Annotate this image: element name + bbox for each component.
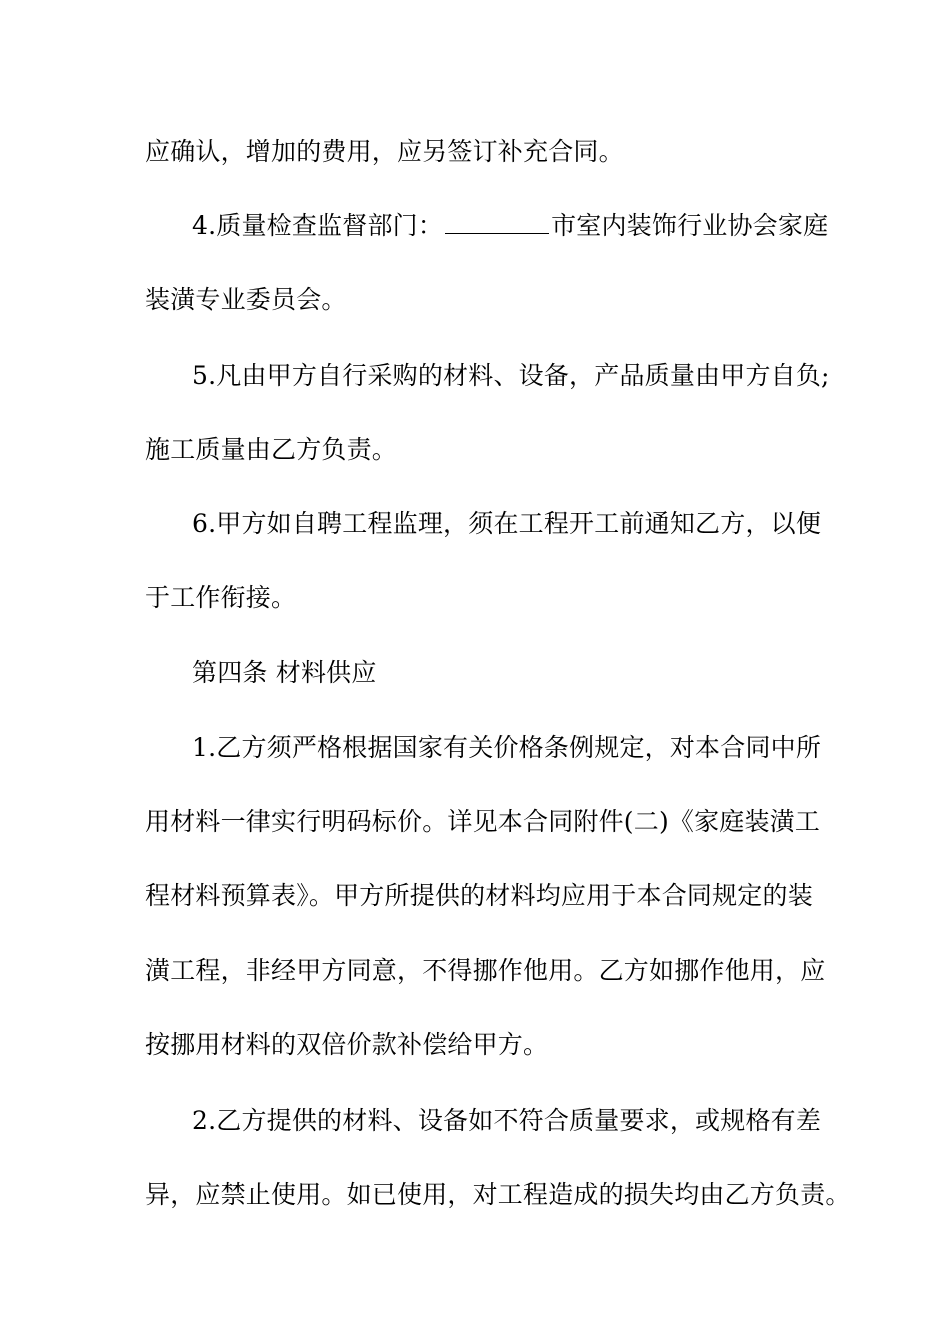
text-line: 异，应禁止使用。如已使用，对工程造成的损失均由乙方负责。: [145, 1180, 851, 1209]
fill-in-blank: [445, 213, 549, 234]
text-line: [192, 211, 828, 241]
text-line: 应确认，增加的费用，应另签订补充合同。: [145, 137, 624, 166]
text-line: 于工作衔接。: [145, 583, 297, 612]
text-line: 6.甲方如自聘工程监理，须在工程开工前通知乙方，以便: [192, 509, 822, 538]
text-line: 用材料一律实行明码标价。详见本合同附件(二)《家庭装潢工: [145, 807, 821, 836]
text-line: 程材料预算表》。甲方所提供的材料均应用于本合同规定的装: [145, 881, 813, 910]
section-heading: 第四条 材料供应: [192, 658, 377, 687]
text-line: 5.凡由甲方自行采购的材料、设备，产品质量由甲方自负;: [192, 361, 830, 390]
text-line: 1.乙方须严格根据国家有关价格条例规定，对本合同中所: [192, 733, 822, 762]
text-line: 施工质量由乙方负责。: [145, 435, 398, 464]
text-segment: 4.质量检查监督部门：: [192, 211, 444, 240]
text-line: 按挪用材料的双倍价款补偿给甲方。: [145, 1030, 549, 1059]
text-line: 装潢专业委员会。: [145, 285, 347, 314]
text-line: 2.乙方提供的材料、设备如不符合质量要求，或规格有差: [192, 1106, 822, 1135]
text-line: 潢工程，非经甲方同意，不得挪作他用。乙方如挪作他用，应: [145, 956, 826, 985]
text-segment: 市室内装饰行业协会家庭: [551, 211, 829, 240]
